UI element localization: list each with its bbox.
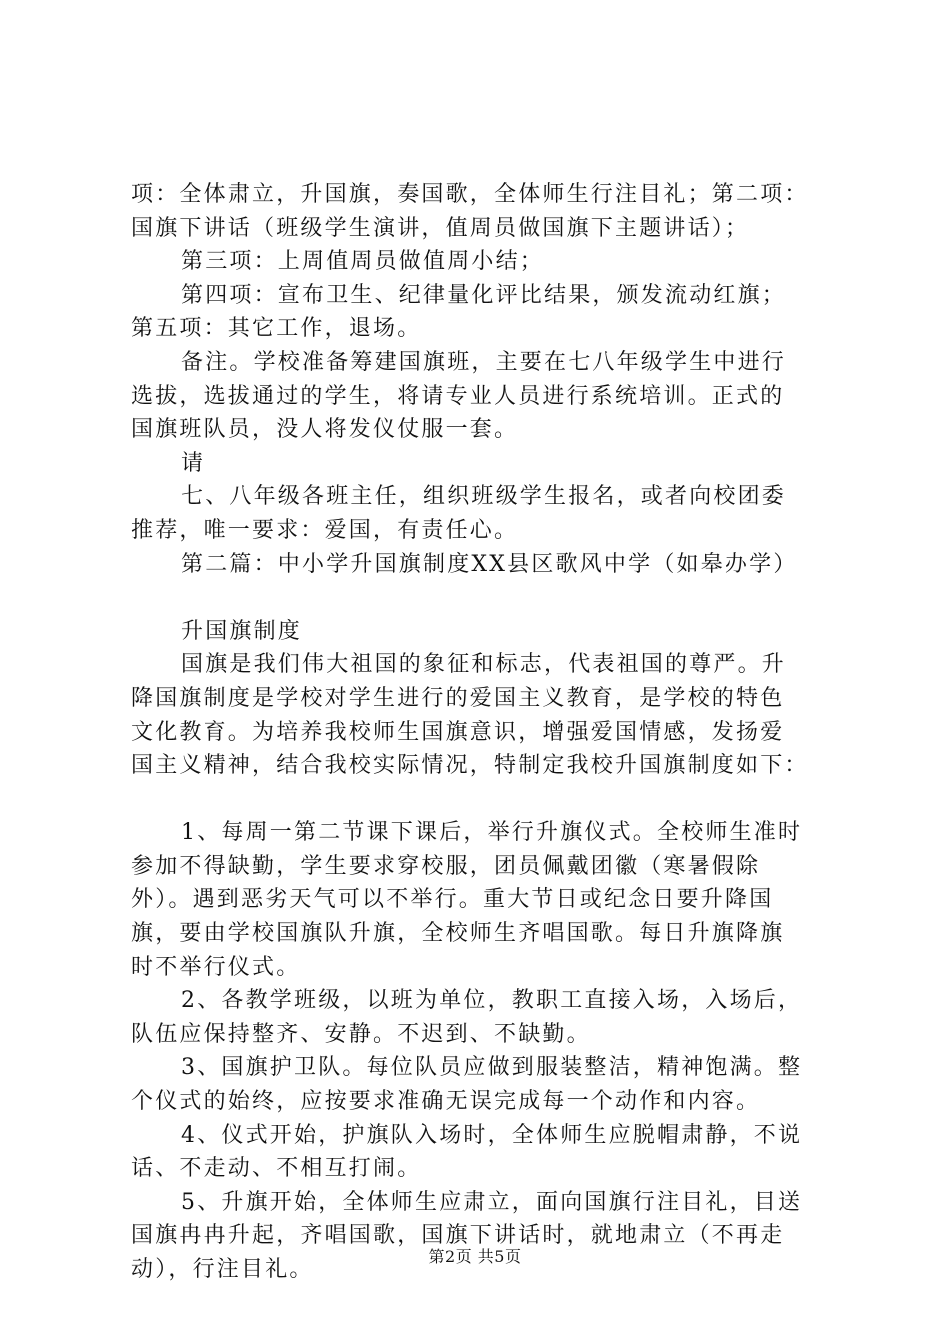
text-line: 时不举行仪式。 [131, 954, 301, 980]
text-line: 升国旗制度 [181, 618, 303, 644]
text-line: 第二篇：中小学升国旗制度XX县区歌风中学（如皋办学） [181, 551, 798, 577]
page-footer: 第2页 共5页 [428, 1247, 522, 1266]
text-line: 参加不得缺勤，学生要求穿校服，团员佩戴团徽（寒暑假除 [131, 853, 761, 879]
text-line: 个仪式的始终，应按要求准确无误完成每一个动作和内容。 [131, 1089, 761, 1115]
text-line: 话、不走动、不相互打闹。 [131, 1156, 422, 1182]
text-line: 第四项：宣布卫生、纪律量化评比结果，颁发流动红旗； [181, 282, 787, 308]
text-line: 请 [181, 450, 206, 476]
text-line: 推荐，唯一要求：爱国，有责任心。 [131, 517, 519, 543]
text-line: 国旗是我们伟大祖国的象征和标志，代表祖国的尊严。升 [181, 652, 787, 678]
text-line: 动），行注目礼。 [131, 1257, 314, 1282]
text-line: 第五项：其它工作，退场。 [131, 316, 422, 342]
text-line: 国旗班队员，没人将发仪仗服一套。 [131, 417, 519, 443]
text-line: 5、升旗开始，全体师生应肃立，面向国旗行注目礼，目送 [181, 1189, 803, 1215]
blank-line [131, 783, 831, 817]
text-line: 外）。遇到恶劣天气可以不举行。重大节日或纪念日要升降国 [131, 887, 774, 913]
text-line: 第三项：上周值周员做值周小结； [181, 249, 545, 275]
blank-line [131, 581, 831, 615]
text-line: 文化教育。为培养我校师生国旗意识，增强爱国情感，发扬爱 [131, 719, 785, 745]
text-line: 项：全体肃立，升国旗，奏国歌，全体师生行注目礼；第二项： [131, 182, 809, 207]
text-line: 选拔，选拔通过的学生，将请专业人员进行系统培训。正式的 [131, 383, 785, 409]
text-line: 1、每周一第二节课下课后，举行升旗仪式。全校师生准时 [181, 820, 803, 846]
text-line: 2、各教学班级，以班为单位，教职工直接入场，入场后， [181, 988, 803, 1014]
text-line: 备注。学校准备筹建国旗班，主要在七八年级学生中进行 [181, 349, 787, 375]
text-line: 3、国旗护卫队。每位队员应做到服装整洁，精神饱满。整 [181, 1055, 803, 1081]
document-body [131, 178, 831, 1287]
text-line: 降国旗制度是学校对学生进行的爱国主义教育，是学校的特色 [131, 685, 785, 711]
text-line: 4、仪式开始，护旗队入场时，全体师生应脱帽肃静，不说 [181, 1122, 803, 1148]
text-line: 国旗冉冉升起，齐唱国歌，国旗下讲话时，就地肃立（不再走 [131, 1223, 785, 1249]
text-line: 七、八年级各班主任，组织班级学生报名，或者向校团委 [181, 484, 787, 510]
text-line: 旗，要由学校国旗队升旗，全校师生齐唱国歌。每日升旗降旗 [131, 921, 785, 947]
text-line: 队伍应保持整齐、安静。不迟到、不缺勤。 [131, 1021, 591, 1047]
text-line: 国主义精神，结合我校实际情况，特制定我校升国旗制度如下： [131, 753, 809, 779]
text-line: 国旗下讲话（班级学生演讲，值周员做国旗下主题讲话）； [131, 215, 750, 241]
